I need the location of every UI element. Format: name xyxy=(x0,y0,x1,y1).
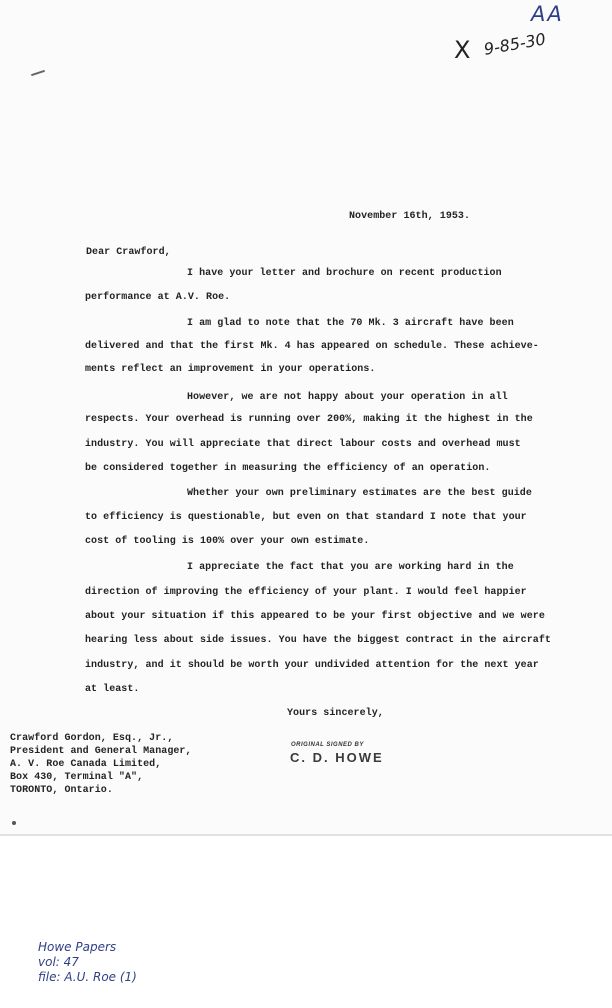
body-line: Whether your own preliminary estimates are the best guide xyxy=(187,488,532,499)
archive-note-line: Howe Papers xyxy=(38,940,117,954)
body-line: industry. You will appreciate that direct labour costs and overhead must xyxy=(85,439,521,450)
body-line: respects. Your overhead is running over 200%, making it the highest in the xyxy=(85,414,533,425)
body-line: delivered and that the first Mk. 4 has appeared on schedule. These achieve- xyxy=(85,341,539,352)
body-line: industry, and it should be worth your undivided attention for the next year xyxy=(85,660,539,671)
body-line: direction of improving the efficiency of your plant. I would feel happier xyxy=(85,587,527,598)
body-line: hearing less about side issues. You have the biggest contract in the aircraft xyxy=(85,635,551,646)
address-line: TORONTO, Ontario. xyxy=(10,785,113,796)
body-line: I have your letter and brochure on recent production xyxy=(187,268,502,279)
salutation: Dear Crawford, xyxy=(86,247,171,258)
address-line: President and General Manager, xyxy=(10,746,192,757)
body-line: about your situation if this appeared to be your first objective and we were xyxy=(85,611,545,622)
body-line: be considered together in measuring the efficiency of an operation. xyxy=(85,463,491,474)
x-mark: X xyxy=(454,36,471,64)
page-edge xyxy=(0,834,612,836)
body-line: performance at A.V. Roe. xyxy=(85,292,231,303)
closing: Yours sincerely, xyxy=(287,708,384,719)
body-line: I appreciate the fact that you are working hard in the xyxy=(187,562,514,573)
address-line: A. V. Roe Canada Limited, xyxy=(10,759,162,770)
signature-stamp-label: ORIGINAL SIGNED BY xyxy=(291,742,364,748)
address-line: Box 430, Terminal "A", xyxy=(10,772,144,783)
archive-note-line: file: A.U. Roe (1) xyxy=(38,970,137,984)
speck xyxy=(12,821,16,825)
body-line: However, we are not happy about your operation in all xyxy=(187,392,508,403)
body-line: cost of tooling is 100% over your own estimate. xyxy=(85,536,370,547)
archive-note-line: vol: 47 xyxy=(38,955,79,969)
signature-name: C. D. HOWE xyxy=(290,750,384,765)
archive-code: AA xyxy=(531,2,564,26)
body-line: ments reflect an improvement in your operations. xyxy=(85,364,376,375)
file-number: 9-85-30 xyxy=(482,29,548,59)
body-line: I am glad to note that the 70 Mk. 3 aircraft have been xyxy=(187,318,514,329)
letter-date: November 16th, 1953. xyxy=(349,211,471,222)
address-line: Crawford Gordon, Esq., Jr., xyxy=(10,733,174,744)
body-line: at least. xyxy=(85,684,140,695)
body-line: to efficiency is questionable, but even on that standard I note that your xyxy=(85,512,527,523)
